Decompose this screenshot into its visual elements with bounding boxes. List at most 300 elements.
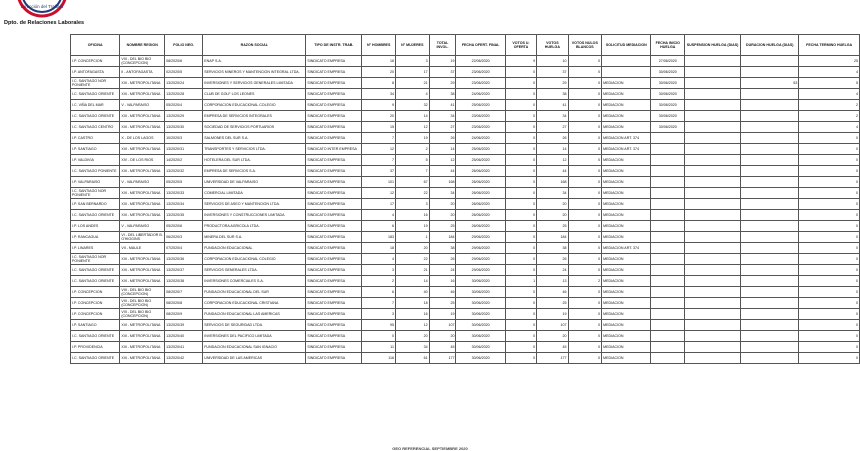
table-cell: 15: [362, 122, 396, 133]
table-cell: [651, 309, 685, 320]
table-cell: 0: [505, 133, 536, 144]
table-cell: XIII - METROPOLITANA: [120, 254, 165, 265]
table-cell: MEDIACION: [602, 78, 651, 89]
table-row: [71, 155, 860, 166]
table-cell: 168: [429, 177, 456, 188]
table-cell: 4: [362, 254, 396, 265]
table-cell: [685, 287, 741, 298]
table-cell: [651, 342, 685, 353]
table-cell: MEDIACION: [602, 320, 651, 331]
table-cell: 19: [537, 309, 568, 320]
table-cell: 07/2020/4: [165, 243, 203, 254]
table-cell: 0: [568, 199, 602, 210]
table-cell: 0: [799, 199, 860, 210]
table-cell: 34: [429, 188, 456, 199]
table-cell: [741, 133, 799, 144]
column-header: TIPO DE INSTR. TRAB.: [306, 35, 362, 56]
table-cell: MEDIACION: [602, 265, 651, 276]
table-cell: 08/2020/8: [165, 298, 203, 309]
table-cell: 6: [362, 287, 396, 298]
table-cell: VIII - DEL BIO BIO (CONCEPCION): [120, 287, 165, 298]
table-cell: 4: [362, 210, 396, 221]
table-cell: [741, 232, 799, 243]
table-cell: [685, 78, 741, 89]
table-cell: 0: [568, 342, 602, 353]
table-cell: 0: [505, 320, 536, 331]
table-cell: 0: [505, 298, 536, 309]
table-cell: 20: [537, 210, 568, 221]
table-cell: [741, 177, 799, 188]
table-cell: [651, 353, 685, 364]
table-cell: 5: [799, 78, 860, 89]
table-cell: I.P. SAN BERNARDO: [71, 199, 120, 210]
table-cell: 0: [799, 177, 860, 188]
table-cell: SINDICATO EMPRESA: [306, 243, 362, 254]
table-cell: 0: [505, 342, 536, 353]
table-cell: 14: [429, 144, 456, 155]
table-cell: 38: [537, 89, 568, 100]
table-cell: 20: [537, 199, 568, 210]
table-cell: SINDICATO EMPRESA: [306, 177, 362, 188]
table-cell: 0: [505, 199, 536, 210]
table-cell: [741, 199, 799, 210]
table-cell: [685, 122, 741, 133]
column-header: SOLICITUD MEDIACION: [602, 35, 651, 56]
table-cell: 24: [429, 265, 456, 276]
table-cell: 19: [429, 56, 456, 67]
table-cell: 40: [395, 287, 429, 298]
table-cell: 13/2020/33: [165, 188, 203, 199]
table-cell: 23/06/2020: [456, 122, 505, 133]
table-cell: 20: [362, 67, 396, 78]
table-cell: 3: [362, 309, 396, 320]
table-cell: XIII - METROPOLITANA: [120, 78, 165, 89]
table-cell: 3: [362, 265, 396, 276]
table-cell: I.P. VALDIVIA: [71, 155, 120, 166]
table-cell: 0: [799, 144, 860, 155]
table-cell: 3: [395, 199, 429, 210]
table-row: [71, 265, 860, 276]
table-cell: MEDIACION ART. 374: [602, 243, 651, 254]
column-header: RAZON SOCIAL: [203, 35, 306, 56]
table-cell: 21: [395, 78, 429, 89]
table-cell: 0: [799, 320, 860, 331]
table-cell: 13/2020/30: [165, 122, 203, 133]
table-cell: 0: [505, 144, 536, 155]
table-cell: 30/06/2020: [456, 298, 505, 309]
table-row: [71, 298, 860, 309]
table-cell: SINDICATO EMPRESA: [306, 56, 362, 67]
table-row: [71, 188, 860, 199]
table-cell: 24/06/2020: [456, 133, 505, 144]
table-cell: 16: [395, 309, 429, 320]
table-cell: 44: [429, 166, 456, 177]
table-cell: SINDICATO EMPRESA: [306, 100, 362, 111]
table-cell: [741, 342, 799, 353]
table-cell: [741, 309, 799, 320]
table-cell: 0: [505, 155, 536, 166]
column-header: DURACION HUELGA (DIAS): [741, 35, 799, 56]
table-cell: 34: [395, 342, 429, 353]
table-cell: 20: [537, 331, 568, 342]
table-cell: UNIVERSIDAD DE LAS AMERICAS: [203, 353, 306, 364]
table-cell: SINDICATO EMPRESA: [306, 155, 362, 166]
table-cell: [741, 221, 799, 232]
table-cell: [651, 232, 685, 243]
table-cell: 23/06/2020: [456, 111, 505, 122]
table-row: [71, 177, 860, 188]
table-cell: [651, 265, 685, 276]
table-cell: V - VALPARAISO: [120, 221, 165, 232]
table-cell: [741, 166, 799, 177]
table-cell: MEDIACION: [602, 232, 651, 243]
table-cell: I.C. SANTIAGO ORIENTE: [71, 265, 120, 276]
table-cell: [741, 243, 799, 254]
table-cell: XIII - METROPOLITANA: [120, 166, 165, 177]
table-cell: XIII - METROPOLITANA: [120, 188, 165, 199]
table-cell: 0: [568, 353, 602, 364]
table-cell: [651, 133, 685, 144]
table-cell: I.C. SANTIAGO PONIENTE: [71, 166, 120, 177]
table-cell: 0: [505, 188, 536, 199]
table-cell: 19: [429, 309, 456, 320]
table-cell: [651, 276, 685, 287]
table-cell: 9: [505, 56, 536, 67]
table-cell: MEDIACION: [602, 287, 651, 298]
table-cell: 0: [505, 67, 536, 78]
table-cell: 0: [568, 166, 602, 177]
table-cell: 34: [362, 89, 396, 100]
table-cell: I.C. SANTIAGO ORIENTE: [71, 353, 120, 364]
table-cell: 13/2020/24: [165, 78, 203, 89]
table-cell: 0: [799, 287, 860, 298]
column-header: FOLIO NEG.: [165, 35, 203, 56]
table-cell: MEDIACION: [602, 331, 651, 342]
table-cell: 25: [799, 56, 860, 67]
table-cell: 1: [395, 232, 429, 243]
footer-note: GEO REFERENCIAL SEPTIEMBRE 2020: [392, 446, 468, 451]
table-cell: 24/06/2020: [456, 89, 505, 100]
table-cell: SINDICATO EMPRESA: [306, 320, 362, 331]
table-cell: 7: [362, 155, 396, 166]
table-cell: II - ANTOFAGASTA: [120, 67, 165, 78]
table-cell: MINERA DEL SUR S.A.: [203, 232, 306, 243]
table-cell: 116: [362, 353, 396, 364]
table-cell: I.C. SANTIAGO CENTRO: [71, 122, 120, 133]
table-cell: 44: [537, 166, 568, 177]
table-cell: XIII - METROPOLITANA: [120, 122, 165, 133]
table-cell: 26/06/2020: [456, 177, 505, 188]
table-cell: SINDICATO EMPRESA: [306, 122, 362, 133]
table-cell: 0: [799, 309, 860, 320]
table-cell: 0: [799, 188, 860, 199]
table-cell: 37: [537, 67, 568, 78]
table-cell: SINDICATO EMPRESA: [306, 353, 362, 364]
table-cell: 21: [395, 265, 429, 276]
table-cell: 29/06/2020: [456, 265, 505, 276]
table-cell: 30/06/2020: [456, 353, 505, 364]
table-cell: 26: [537, 254, 568, 265]
table-cell: 0: [505, 89, 536, 100]
table-cell: 2: [568, 276, 602, 287]
table-cell: 0: [799, 155, 860, 166]
table-cell: 29/06/2020: [456, 243, 505, 254]
table-cell: [741, 122, 799, 133]
table-cell: [685, 166, 741, 177]
table-cell: 0: [505, 309, 536, 320]
department-label: Dpto. de Relaciones Laborales: [4, 20, 85, 26]
table-cell: [685, 331, 741, 342]
table-cell: [685, 254, 741, 265]
table-cell: SINDICATO EMPRESA: [306, 342, 362, 353]
table-cell: 13/2020/31: [165, 144, 203, 155]
table-cell: PRODUCTORA AGRICOLA LTDA.: [203, 221, 306, 232]
table-cell: 13/2020/37: [165, 265, 203, 276]
table-cell: 0: [799, 331, 860, 342]
table-cell: 30/06/2020: [651, 78, 685, 89]
table-cell: 0: [799, 232, 860, 243]
table-cell: 0: [568, 232, 602, 243]
table-cell: 0: [799, 221, 860, 232]
table-cell: 107: [537, 320, 568, 331]
table-cell: 30/06/2020: [651, 89, 685, 100]
table-cell: 4: [799, 122, 860, 133]
table-cell: FUNDACION EDUCACIONAL SAN IGNACIO: [203, 342, 306, 353]
table-cell: 0: [568, 254, 602, 265]
table-cell: 41: [537, 100, 568, 111]
table-cell: 26: [429, 133, 456, 144]
table-cell: 4: [395, 89, 429, 100]
table-cell: 0: [568, 133, 602, 144]
table-cell: [741, 111, 799, 122]
table-cell: 9: [362, 100, 396, 111]
table-cell: [685, 221, 741, 232]
table-cell: 45: [429, 342, 456, 353]
table-cell: 177: [429, 353, 456, 364]
header-row: [71, 35, 860, 56]
table-cell: [651, 155, 685, 166]
column-header: FECHA INICIO HUELGA: [651, 35, 685, 56]
table-cell: [685, 133, 741, 144]
table-cell: MEDIACION: [602, 221, 651, 232]
table-cell: [685, 56, 741, 67]
table-cell: 17: [395, 67, 429, 78]
table-cell: [741, 287, 799, 298]
table-cell: I.C. SANTIAGO ORIENTE: [71, 210, 120, 221]
table-cell: [651, 320, 685, 331]
table-cell: 23/06/2020: [456, 78, 505, 89]
table-cell: 45: [537, 342, 568, 353]
table-cell: I.P. ANTOFAGASTA: [71, 67, 120, 78]
table-row: [71, 100, 860, 111]
table-cell: I.C. SANTIAGO ORIENTE: [71, 276, 120, 287]
table-cell: [685, 309, 741, 320]
table-cell: 08/2020/7: [165, 287, 203, 298]
table-cell: 107: [429, 320, 456, 331]
table-cell: 13/2020/41: [165, 342, 203, 353]
table-cell: [685, 100, 741, 111]
table-cell: [685, 298, 741, 309]
table-cell: MEDIACION: [602, 166, 651, 177]
table-cell: I.C. SANTIAGO NOR PONIENTE: [71, 188, 120, 199]
table-cell: SINDICATO EMPRESA: [306, 265, 362, 276]
table-cell: 0: [505, 254, 536, 265]
table-cell: SOCIEDAD DE SERVICIOS PORTUARIOS: [203, 122, 306, 133]
table-cell: 19: [395, 221, 429, 232]
table-cell: 0: [505, 243, 536, 254]
table-cell: 0: [799, 243, 860, 254]
table-cell: 0: [505, 166, 536, 177]
table-cell: [741, 331, 799, 342]
table-cell: 0: [799, 210, 860, 221]
table-row: [71, 122, 860, 133]
table-cell: SINDICATO EMPRESA: [306, 221, 362, 232]
table-row: [71, 287, 860, 298]
table-cell: 177: [537, 353, 568, 364]
table-row: [71, 353, 860, 364]
table-cell: HOTELERA DEL SUR LTDA.: [203, 155, 306, 166]
table-cell: 05/2020/5: [165, 177, 203, 188]
table-cell: 0: [568, 177, 602, 188]
table-cell: I.C. SANTIAGO NOR PONIENTE: [71, 254, 120, 265]
table-cell: 0: [505, 232, 536, 243]
table-cell: 168: [537, 177, 568, 188]
table-cell: 14: [537, 144, 568, 155]
table-cell: 30/06/2020: [651, 122, 685, 133]
table-cell: 12: [362, 188, 396, 199]
table-cell: I.P. CONCEPCION: [71, 287, 120, 298]
table-cell: CLUB DE GOLF LOS LEONES: [203, 89, 306, 100]
table-cell: [685, 188, 741, 199]
table-cell: 2: [799, 100, 860, 111]
table-row: [71, 320, 860, 331]
table-cell: [685, 243, 741, 254]
table-row: [71, 309, 860, 320]
table-cell: 38: [429, 89, 456, 100]
table-cell: 05/2020/6: [165, 221, 203, 232]
table-cell: 4: [799, 67, 860, 78]
table-cell: SINDICATO EMPRESA: [306, 188, 362, 199]
table-cell: VIII - DEL BIO BIO (CONCEPCION): [120, 56, 165, 67]
table-cell: 184: [429, 232, 456, 243]
table-cell: FUNDACION EDUCACIONAL LAS AMERICAS: [203, 309, 306, 320]
table-cell: 10/2020/3: [165, 133, 203, 144]
table-cell: 0: [568, 210, 602, 221]
table-cell: 67: [395, 177, 429, 188]
table-row: [71, 342, 860, 353]
table-cell: XIII - METROPOLITANA: [120, 144, 165, 155]
table-cell: 0: [505, 265, 536, 276]
table-cell: 06/2020/3: [165, 232, 203, 243]
table-cell: XIII - METROPOLITANA: [120, 210, 165, 221]
table-cell: 18: [395, 298, 429, 309]
table-cell: MEDIACION: [602, 254, 651, 265]
table-cell: 0: [568, 122, 602, 133]
table-cell: [741, 320, 799, 331]
table-cell: [685, 199, 741, 210]
table-cell: 16: [429, 276, 456, 287]
svg-text:Dirección del Trabajo: Dirección del Trabajo: [20, 4, 64, 9]
table-cell: MEDIACION: [602, 122, 651, 133]
table-cell: 1: [505, 276, 536, 287]
table-cell: MEDIACION: [602, 100, 651, 111]
table-cell: 22: [395, 188, 429, 199]
table-cell: [741, 210, 799, 221]
table-cell: 13/2020/40: [165, 331, 203, 342]
table-cell: [741, 89, 799, 100]
table-cell: 26/06/2020: [456, 210, 505, 221]
table-cell: 16: [395, 210, 429, 221]
table-cell: XIII - METROPOLITANA: [120, 353, 165, 364]
table-cell: [685, 111, 741, 122]
table-cell: 0: [799, 298, 860, 309]
table-cell: 0: [568, 188, 602, 199]
table-cell: 0: [505, 287, 536, 298]
table-cell: 4: [799, 89, 860, 100]
table-cell: 46: [429, 287, 456, 298]
table-cell: 10: [537, 56, 568, 67]
column-header: SUSPENSION HUELGA (DIAS): [685, 35, 741, 56]
table-cell: 0: [568, 111, 602, 122]
table-cell: 17: [362, 199, 396, 210]
table-cell: SINDICATO EMPRESA: [306, 67, 362, 78]
table-cell: 25/06/2020: [456, 100, 505, 111]
table-cell: [685, 177, 741, 188]
table-cell: [741, 144, 799, 155]
table-cell: 25: [537, 221, 568, 232]
table-cell: 8: [362, 78, 396, 89]
table-cell: INVERSIONES DEL PACIFICO LIMITADA: [203, 331, 306, 342]
table-cell: 34: [537, 188, 568, 199]
table-cell: CORPORACION EDUCACIONAL CRISTIANA: [203, 298, 306, 309]
table-cell: 37: [362, 166, 396, 177]
table-cell: 0: [568, 243, 602, 254]
table-cell: TRANSPORTES Y SERVICIOS LTDA.: [203, 144, 306, 155]
table-cell: SINDICATO EMPRESA: [306, 166, 362, 177]
table-cell: 0: [568, 100, 602, 111]
table-cell: 20: [362, 111, 396, 122]
table-cell: 20: [429, 331, 456, 342]
table-cell: SINDICATO EMPRESA: [306, 111, 362, 122]
table-cell: 30/06/2020: [456, 287, 505, 298]
table-cell: I.C. VIÑA DEL MAR: [71, 100, 120, 111]
table-cell: 0: [568, 298, 602, 309]
table-row: [71, 210, 860, 221]
table-cell: EMPRESA DE SERVICIOS S.A.: [203, 166, 306, 177]
table-cell: I.C. SANTIAGO NOR PONIENTE: [71, 78, 120, 89]
table-cell: COMERCIAL LIMITADA: [203, 188, 306, 199]
table-cell: 7: [362, 298, 396, 309]
table-cell: MEDIACION: [602, 177, 651, 188]
table-cell: 0: [505, 221, 536, 232]
table-cell: MEDIACION: [602, 199, 651, 210]
table-cell: 18: [362, 243, 396, 254]
table-cell: FUNDACION EDUCACIONAL DEL SUR: [203, 287, 306, 298]
table-cell: VII - MAULE: [120, 243, 165, 254]
table-row: [71, 254, 860, 265]
table-cell: 27: [537, 122, 568, 133]
table-row: [71, 221, 860, 232]
table-cell: 0: [568, 331, 602, 342]
table-cell: MEDIACION: [602, 111, 651, 122]
table-cell: 0: [568, 155, 602, 166]
table-cell: 19: [395, 133, 429, 144]
table-cell: 30/06/2020: [456, 331, 505, 342]
table-cell: SINDICATO EMPRESA: [306, 287, 362, 298]
table-cell: XIII - METROPOLITANA: [120, 342, 165, 353]
table-cell: X - DE LOS LAGOS: [120, 133, 165, 144]
table-cell: 0: [568, 221, 602, 232]
